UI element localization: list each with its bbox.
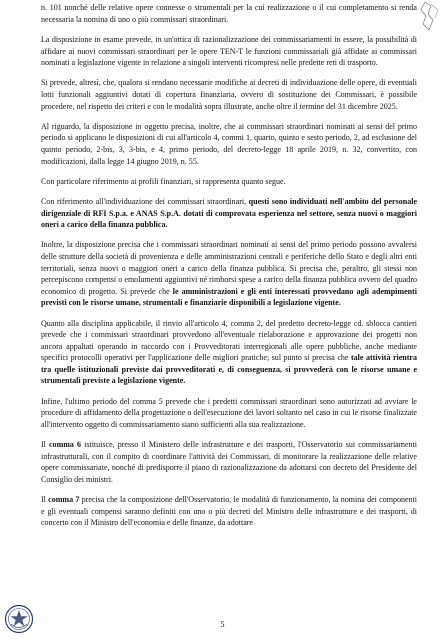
text-run: Con riferimento all'individuazione dei commissari straordinari, [41, 196, 249, 206]
bold-text: le amministrazioni e gli enti interessati provvedano agli adempimenti previsti con le risorse umane, strumentali e finanziarie disponibili a legislazione vigente. [41, 286, 417, 308]
text-run: Il [41, 440, 49, 450]
text-run: precisa che la composizione dell'Osservatorio, le modalità di funzionamento, la nomina dei componenti e gli eventuali compensi saranno definiti con uno o più decreti del Ministro delle infrastrutture e dei trasporti, di concerto con il Ministro dell'economia e delle finanze, da adottare [41, 495, 417, 528]
text-run: Con particolare riferimento ai profili finanziari, si rappresenta quanto segue. [41, 176, 286, 186]
bold-text: questi sono individuati nell'ambito del personale dirigenziale di RFI S.p.a. e ANAS S.p.A. dotati di comprovata esperienza nel settore, senza nuovi o maggiori oneri a carico della finanza pubblica. [41, 196, 417, 230]
paragraph [41, 2, 417, 25]
bold-text: comma 6 [49, 440, 82, 450]
text-run: Si prevede, altresì, che, qualora si rendano necessarie modifiche ai decreti di individuazione delle opere, di eventuali lotti funzionali aggiuntivi dotati di copertura finanziaria, ovvero di sostituzione dei Commissari, è possibile procedere, nel rispetto dei criteri e con le modalità sopra illustrate, anche oltre il termine del 31 dicembre 2025. [41, 78, 417, 111]
paragraph [41, 318, 417, 388]
text-run: Inoltre, la disposizione precisa che i commissari straordinari nominati ai sensi del primo periodo possono avvalersi delle strutture della società di provenienza e delle amministrazioni centrali e periferiche dello Stato e degli altri enti territoriali, senza nuovi o maggiori oneri a carico della finanza pubblica. Si precisa che, peraltro, gli stessi non percepiscono compensi o emolumenti aggiuntivi né rimborsi spese a carico della finanza pubblica ovvero del quadro economico di progetto. Si prevede che [41, 240, 417, 296]
paragraph [41, 494, 417, 529]
text-run: Infine, l'ultimo periodo del comma 5 prevede che i predetti commissari straordinari sono autorizzati ad avviare le procedure di affidamento della progettazione o dell'esecuzione dei lavori soltanto nel caso in cui le risorse finalizzate all'intervento oggetto di commissariamento siano sufficienti alla sua realizzazione. [41, 396, 417, 429]
text-run: n. 101 nonché delle relative opere connesse o strumentali per la cui realizzazione o il cui completamento si renda necessaria la nomina di uno o più commissari straordinari. [41, 3, 417, 24]
paragraph [41, 439, 417, 485]
page-number: 5 [220, 620, 225, 629]
bold-text: tale attività rientra tra quelle istituzionali previste dai provveditorati e, di conseguenza, si provvederà con le risorse umane e strumentali previste a legislazione vigente. [41, 353, 417, 386]
paragraph [41, 34, 417, 69]
paragraph [41, 77, 417, 112]
paragraph [41, 121, 417, 167]
paragraph [41, 396, 417, 431]
text-run: Al riguardo, la disposizione in oggetto precisa, inoltre, che ai commissari straordinari nominati ai sensi del primo periodo si applicano le disposizioni di cui all'articolo 4, commi 1, quarto, quinto e sesto periodo, 2, ad esclusione del quinto periodo, 2-bis, 3, 3-bis, e 4, primo periodo, del decreto-legge 18 aprile 2019, n. 32, convertito, con modificazioni, dalla legge 14 giugno 2019, n. 55. [41, 121, 417, 166]
republic-seal-icon [4, 604, 34, 634]
paragraph [41, 196, 417, 231]
bold-text: comma 7 [48, 495, 80, 505]
text-run: La disposizione in esame prevede, in un'ottica di razionalizzazione dei commissariamenti in essere, la possibilità di affidare ai nuovi commissari straordinari per le opere TEN-T le funzioni commissariali già affidate ai commissari nominati a legislazione vigente in relazione a singoli interventi ricompresi nelle predette reti di trasporto. [41, 35, 417, 68]
text-run: Quanto alla disciplina applicabile, il rinvio all'articolo 4, comma 2, del predetto decreto-legge cd. sblocca cantieri prevede che i commissari straordinari provvedono all'eventuale rielaborazione e approvazione dei progetti non ancora appaltati operando in raccordo con i Provveditorati interregionali alle opere pubbliche, anche mediante specifici protocolli operativi per l'applicazione delle migliori pratiche; sul punto si precisa che [41, 318, 417, 363]
text-run: Il [41, 495, 49, 505]
paragraph [41, 239, 417, 309]
document-body [41, 2, 417, 537]
paragraph [41, 176, 417, 188]
text-run: istituisce, presso il Ministero delle infrastrutture e dei trasporti, l'Osservatorio sui commissariamenti infrastrutturali, con il compito di coordinare l'attività dei Commissari, di monitorare la realizzazione delle relative opere commissariate, nonché di predisporre il piano di razionalizzazione da adottarsi con decreto del Presidente del Consiglio dei ministri. [41, 440, 417, 484]
